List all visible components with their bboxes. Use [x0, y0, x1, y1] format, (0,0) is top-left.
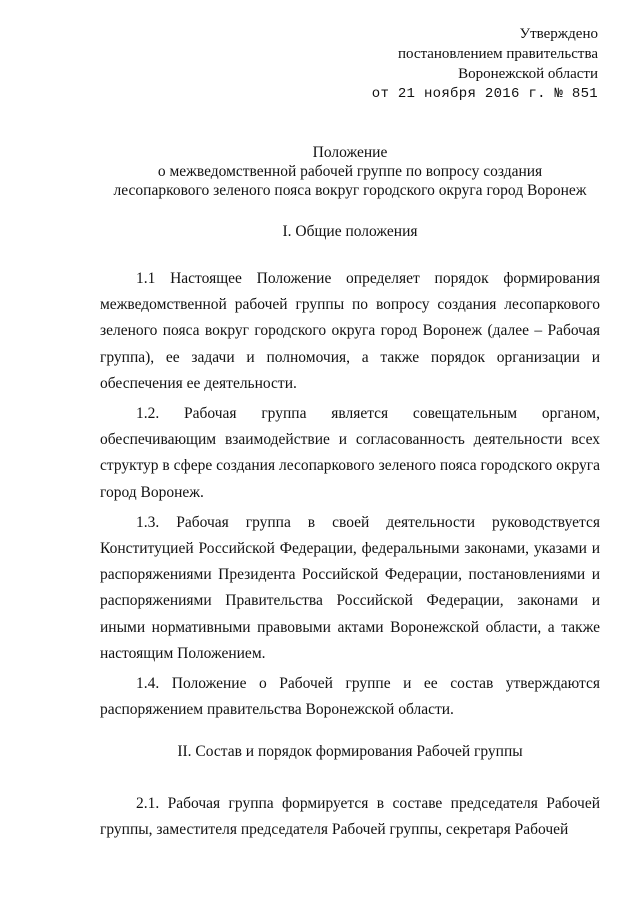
approval-date-number: от 21 ноября 2016 г. № 851 — [371, 86, 598, 102]
approval-line-region: Воронежской области — [458, 66, 598, 82]
document-title — [100, 143, 600, 200]
paragraph-1-4: 1.4. Положение о Рабочей группе и ее состав утверждаются распоряжением правительства Воронежской области. — [100, 675, 600, 719]
paragraph-2-1: 2.1. Рабочая группа формируется в составе председателя Рабочей группы, заместителя председателя Рабочей группы, секретаря Рабочей — [100, 795, 600, 839]
approval-block — [372, 24, 598, 104]
paragraph-1-3: 1.3. Рабочая группа в своей деятельности руководствуется Конституцией Российской Федерации, федеральными законами, указами и распоряжениями Президента Российской Федерации, постановлениями и распоряжениями Правительства Российской Федерации, законами и иными нормативными правовыми актами Воронежской области, а также настоящим Положением. — [100, 513, 600, 662]
section-body-general — [100, 266, 600, 727]
section-heading-composition: II. Состав и порядок формирования Рабочей группы — [177, 743, 523, 760]
approval-line-resolution: постановлением правительства — [397, 46, 598, 62]
title-line-1: Положение — [312, 144, 388, 161]
title-line-3: лесопаркового зеленого пояса вокруг городского округа город Воронеж — [113, 182, 587, 199]
title-line-2: о межведомственной рабочей группе по вопросу создания — [157, 163, 543, 180]
approval-line-approved: Утверждено — [519, 26, 598, 42]
paragraph-1-2: 1.2. Рабочая группа является совещательным органом, обеспечивающим взаимодействие и согласованность деятельности всех структур в сфере создания лесопаркового зеленого пояса городского округа город Воронеж. — [100, 405, 600, 501]
section-body-composition — [100, 791, 600, 847]
paragraph-1-1: 1.1 Настоящее Положение определяет порядок формирования межведомственной рабочей группы по вопросу создания лесопаркового зеленого пояса вокруг городского округа город Воронеж (далее – Рабочая группа), ее задачи и полномочия, а также порядок организации и обеспечения ее деятельности. — [100, 270, 600, 392]
section-heading-general: I. Общие положения — [282, 223, 418, 240]
